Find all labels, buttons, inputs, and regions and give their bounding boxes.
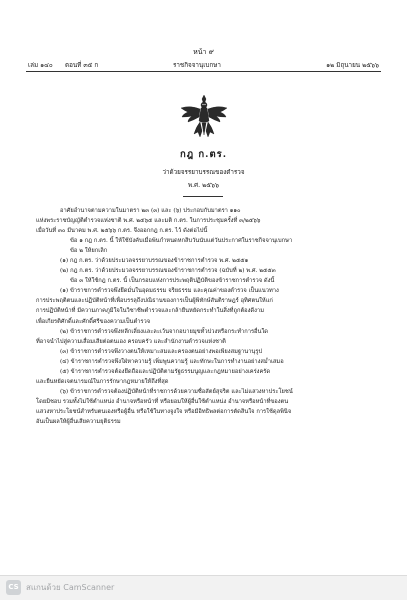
scanner-watermark-bar bbox=[0, 575, 407, 600]
body-line: เพื่อเกียรติศักดิ์และศักดิ์ศรีของความเป็นตำรวจ bbox=[36, 318, 151, 325]
scanner-watermark-text: สแกนด้วย CamScanner bbox=[26, 583, 115, 592]
document-body bbox=[36, 206, 375, 427]
body-line: แห่งพระราชบัญญัติตำรวจแห่งชาติ พ.ศ. ๒๕๖๕ และมติ ก.ตร. ในการประชุมครั้งที่ ๓/๒๕๖๖ bbox=[36, 218, 261, 225]
body-line: อาศัยอำนาจตามความในมาตรา ๒๓ (๓) และ (๖) ประกอบกับมาตรา ๑๑๐ bbox=[60, 208, 241, 214]
body-line: ที่อาจนำไปสู่ความเสื่อมเสียต่อตนเอง ครอบครัว และสำนักงานตำรวจแห่งชาติ bbox=[36, 338, 226, 345]
camscanner-logo-icon: CS bbox=[6, 580, 21, 595]
body-line: ข้อ ๒ ให้ยกเลิก bbox=[70, 248, 108, 255]
body-line: (๑) กฎ ก.ตร. ว่าด้วยประมวลจรรยาบรรณของข้าราชการตำรวจ พ.ศ. ๒๕๕๑ bbox=[60, 258, 249, 265]
body-line: (๓) ข้าราชการตำรวจพึงวางตนให้เหมาะสมและครองตนอย่างพอเพียงสมฐานานุรูป bbox=[60, 348, 263, 355]
page-number: หน้า ๙ bbox=[193, 48, 214, 56]
publication-date: ๑๒ มิถุนายน ๒๕๖๖ bbox=[326, 62, 379, 69]
body-line: (๑) ข้าราชการตำรวจพึงยึดมั่นในอุดมธรรม จริยธรรม และคุณค่าของตำรวจ เป็นแนวทาง bbox=[60, 288, 279, 295]
body-line: ข้อ ๑ กฎ ก.ตร. นี้ ให้ใช้บังคับเมื่อพ้นกำหนดหกสิบวันนับแต่วันประกาศในราชกิจจานุเบกษา bbox=[70, 238, 293, 245]
body-line: และยืนหยัดเจตนารมณ์ในการรักษากฎหมายให้ถึงที่สุด bbox=[36, 378, 169, 385]
document-title: กฎ ก.ตร. bbox=[179, 149, 228, 160]
publication-name: ราชกิจจานุเบกษา bbox=[173, 62, 221, 69]
body-line: (๖) ข้าราชการตำรวจต้องปฏิบัติหน้าที่ราชการด้วยความซื่อสัตย์สุจริต และไม่แสวงหาประโยชน์ bbox=[60, 388, 293, 395]
body-line: โดยมิชอบ รวมทั้งไม่ใช้ตำแหน่ง อำนาจหรือหน้าที่ หรือยอมให้ผู้อื่นใช้ตำแหน่ง อำนาจหรือหน้าที่ของตน bbox=[36, 398, 289, 405]
title-divider bbox=[183, 196, 223, 197]
header-rule bbox=[26, 71, 381, 72]
body-line: (๒) ข้าราชการตำรวจพึงหลีกเลี่ยงและละเว้นจากอบายมุขทั้วปวงหรือกระทำการอื่นใด bbox=[60, 328, 268, 335]
body-line: อันเป็นผลให้ผู้อื่นเสียความยุติธรรม bbox=[36, 418, 121, 425]
body-line: การประพฤติตนและปฏิบัติหน้าที่เพื่อบรรลุถึงปณิธานของการเป็นผู้พิทักษ์สันติราษฎร์ อุทิศตนให้แก่ bbox=[36, 298, 273, 305]
document-subtitle: ว่าด้วยจรรยาบรรณของตำรวจ bbox=[162, 169, 245, 176]
running-header bbox=[28, 60, 379, 70]
body-line: (๔) ข้าราชการตำรวจพึงใฝ่หาความรู้ เพิ่มพูนความรู้ และทักษะในการทำงานอย่างสม่ำเสมอ bbox=[60, 358, 284, 365]
garuda-emblem-icon bbox=[178, 91, 230, 143]
body-line: เมื่อวันที่ ๓๐ มีนาคม พ.ศ. ๒๕๖๖ ก.ตร. จึงออกกฎ ก.ตร. ไว้ ดังต่อไปนี้ bbox=[36, 228, 208, 235]
volume-label: เล่ม ๑๔๐ bbox=[28, 62, 53, 69]
body-line: การปฏิบัติหน้าที่ มีความภาคภูมิใจในวิชาชีพตำรวจและกล้ายืนหยัดกระทำในสิ่งที่ถูกต้องดีงาม bbox=[36, 308, 264, 315]
body-line: (๒) กฎ ก.ตร. ว่าด้วยประมวลจรรยาบรรณของข้าราชการตำรวจ (ฉบับที่ ๒) พ.ศ. ๒๕๕๓ bbox=[60, 268, 276, 275]
body-line: (๕) ข้าราชการตำรวจต้องยึดถือและปฏิบัติตามรัฐธรรมนูญและกฎหมายอย่างเคร่งครัด bbox=[60, 368, 271, 375]
body-line: ข้อ ๓ ให้ใช้กฎ ก.ตร. นี้ เป็นกรอบแห่งการประพฤติปฏิบัติของข้าราชการตำรวจ ดังนี้ bbox=[70, 278, 275, 285]
body-line: แสวงหาประโยชน์สำหรับตนเองหรือผู้อื่น หรือใช้ในทางจูงใจ หรือมีอิทธิพลต่อการตัดสินใจ การใช้ดุลพินิจ bbox=[36, 408, 292, 415]
document-year: พ.ศ. ๒๕๖๖ bbox=[187, 182, 220, 189]
section-label: ตอนที่ ๓๕ ก bbox=[65, 62, 99, 69]
